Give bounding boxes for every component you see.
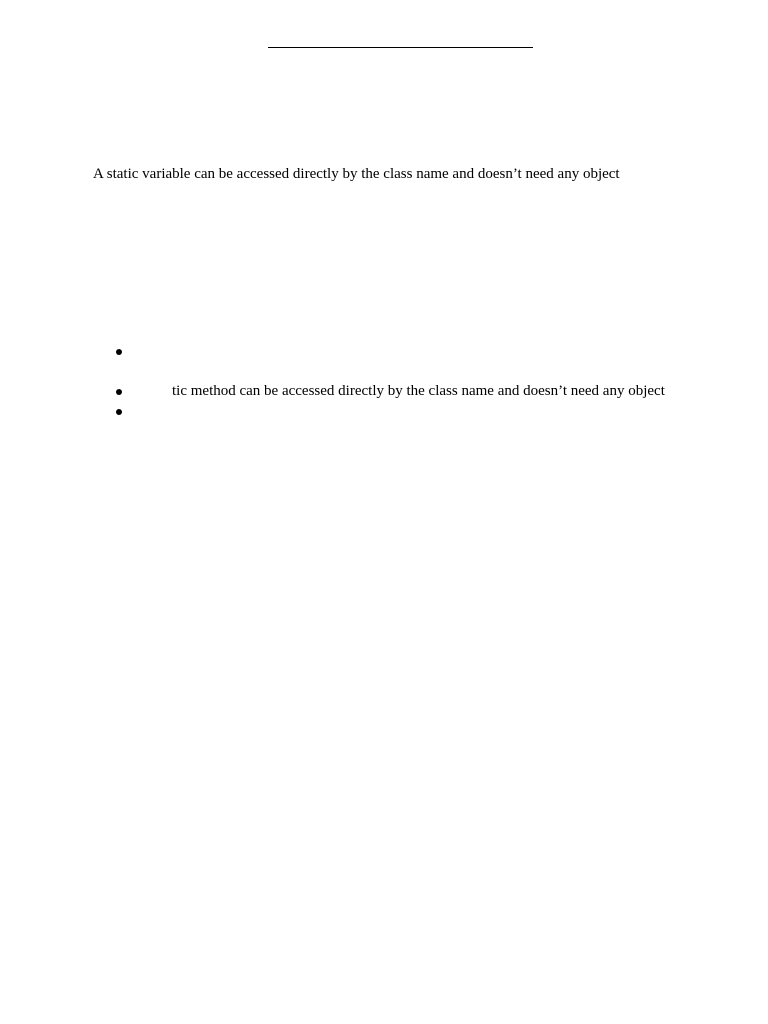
bullet-item-1 xyxy=(116,342,122,360)
bullet-icon xyxy=(116,409,122,415)
static-variable-paragraph: A static variable can be accessed directly by the class name and doesn’t need any object xyxy=(93,166,620,182)
bullet-icon xyxy=(116,349,122,355)
bullet-icon xyxy=(116,389,122,395)
bullet-text: tic method can be accessed directly by the class name and doesn’t need any object xyxy=(172,383,665,399)
bullet-item-3 xyxy=(116,402,122,420)
horizontal-rule xyxy=(268,47,533,48)
bullet-item-2 xyxy=(116,382,665,400)
